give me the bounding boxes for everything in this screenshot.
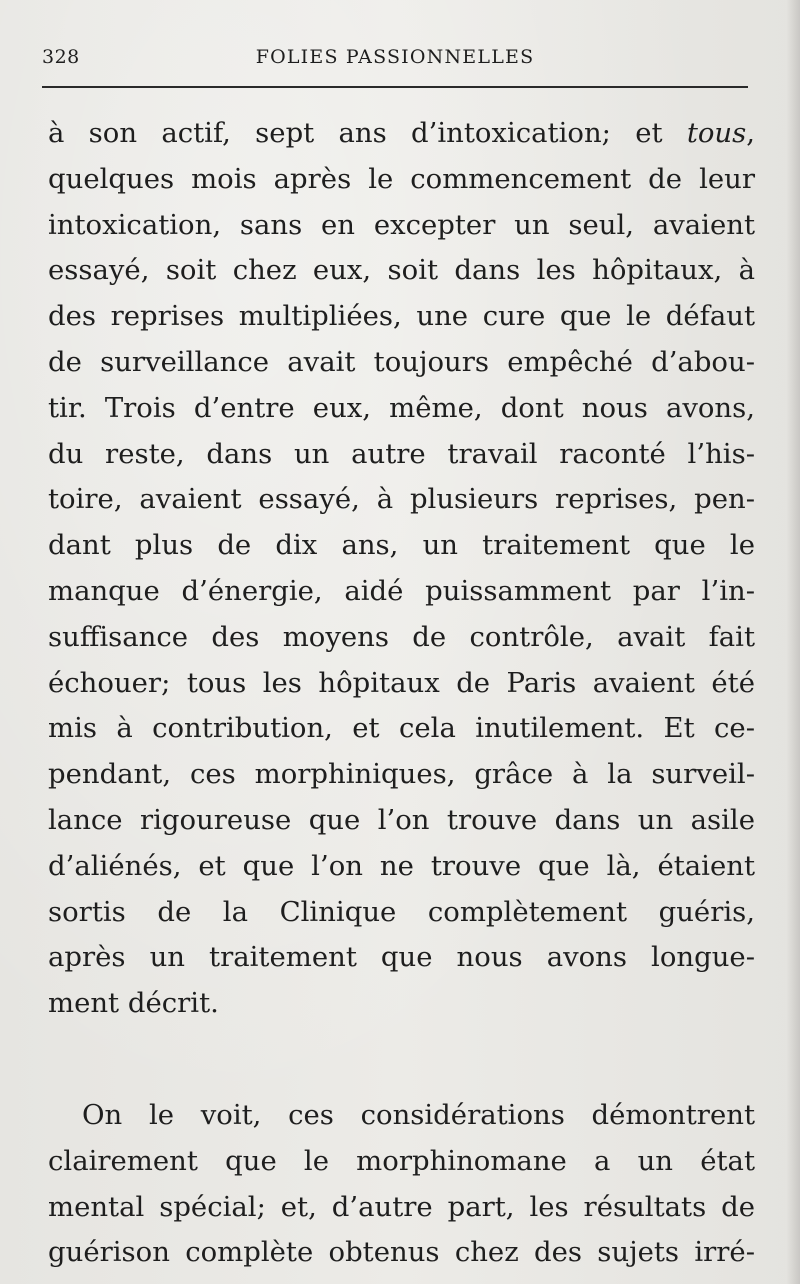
paragraph-gap (48, 1027, 755, 1093)
text-line: guérison complète obtenus chez des sujets irré- (48, 1236, 755, 1269)
text-line: échouer; tous les hôpitaux de Paris avaient été (48, 666, 755, 699)
text-line: pendant, ces morphiniques, grâce à la surveil- (48, 758, 755, 791)
text-line: mis à contribution, et cela inutilement. Et ce- (48, 712, 755, 745)
running-title: FOLIES PASSIONNELLES (255, 46, 535, 68)
text-line: quelques mois après le commencement de leur (48, 162, 755, 195)
text-line: toire, avaient essayé, à plusieurs reprises, pen- (48, 483, 755, 516)
header-rule (42, 86, 748, 88)
text-line: du reste, dans un autre travail raconté l’his- (48, 437, 755, 470)
text-line: d’aliénés, et que l’on ne trouve que là, étaient (48, 849, 755, 882)
paragraph-2 (48, 1093, 755, 1276)
text-line-part: , (746, 117, 755, 149)
text-line: lance rigoureuse que l’on trouve dans un asile (48, 803, 755, 836)
text-line: tir. Trois d’entre eux, même, dont nous avons, (48, 391, 755, 424)
text-line: ment décrit. (48, 987, 219, 1020)
text-line: On le voit, ces considérations démontrent (82, 1098, 755, 1131)
text-line: essayé, soit chez eux, soit dans les hôpitaux, à (48, 254, 755, 287)
paragraph-1 (48, 111, 755, 1027)
italic-word: tous (686, 117, 747, 149)
text-line: après un traitement que nous avons longue- (48, 941, 755, 974)
text-line: des reprises multipliées, une cure que le défaut (48, 300, 755, 333)
text-line: suffisance des moyens de contrôle, avait fait (48, 620, 755, 653)
text-line: clairement que le morphinomane a un état (48, 1144, 755, 1177)
text-line: sortis de la Clinique complètement guéris, (48, 895, 755, 928)
text-line: intoxication, sans en excepter un seul, avaient (48, 208, 755, 241)
page-header (42, 42, 748, 76)
page-number: 328 (42, 46, 80, 68)
body-text (48, 111, 755, 1276)
page-edge-shadow (786, 0, 800, 1284)
text-line: de surveillance avait toujours empêché d’abou- (48, 345, 755, 378)
text-line-part: à son actif, sept ans d’intoxication; et (48, 117, 687, 149)
text-line: mental spécial; et, d’autre part, les résultats de (48, 1190, 755, 1223)
text-line: manque d’énergie, aidé puissamment par l’in- (48, 574, 755, 607)
text-line (48, 111, 755, 157)
text-line: dant plus de dix ans, un traitement que le (48, 529, 755, 562)
